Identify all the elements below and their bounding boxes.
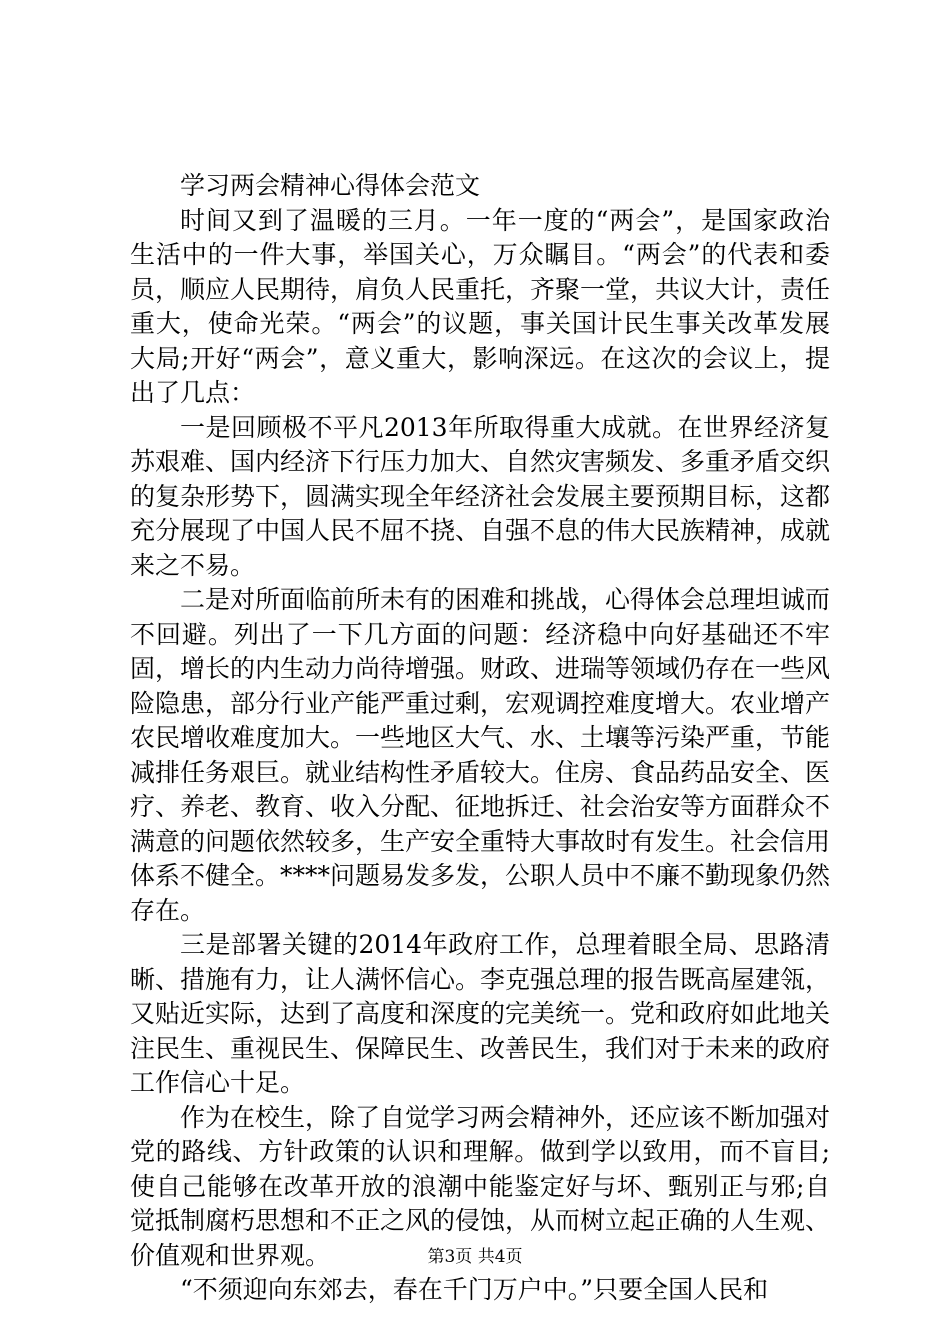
document-body [130, 169, 830, 1308]
paragraph-closing: “不须迎向东郊去，春在千门万户中。”只要全国人民和 [180, 1275, 769, 1304]
paragraph-point-three: 三是部署关键的2014年政府工作，总理着眼全局、思路清晰、措施有力，让人满怀信心。李克强总理的报告既高屋建瓴，又贴近实际，达到了高度和深度的完美统一。党和政府如此地关注民生、重视民生、保障民生、改善民生，我们对于未来的政府工作信心十足。 [130, 930, 831, 1097]
paragraph-point-two: 二是对所面临前所未有的困难和挑战，心得体会总理坦诚而不回避。列出了一下几方面的问题：经济稳中向好基础还不牢固，增长的内生动力尚待增强。财政、进瑞等领域仍存在一些风险隐患，部分行业产能严重过剩，宏观调控难度增大。农业增产农民增收难度加大。一些地区大气、水、土壤等污染严重，节能减排任务艰巨。就业结构性矛盾较大。住房、食品药品安全、医疗、养老、教育、收入分配、征地拆迁、社会治安等方面群众不满意的问题依然较多，生产安全重特大事故时有发生。社会信用体系不健全。****问题易发多发，公职人员中不廉不勤现象仍然存在。 [130, 585, 831, 925]
page-footer [0, 1245, 950, 1269]
paragraph-point-one: 一是回顾极不平凡2013年所取得重大成就。在世界经济复苏艰难、国内经济下行压力加大、自然灾害频发、多重矛盾交织的复杂形势下，圆满实现全年经济社会发展主要预期目标，这都充分展现了中国人民不屈不挠、自强不息的伟大民族精神，成就来之不易。 [130, 412, 831, 580]
document-title: 学习两会精神心得体会范文 [180, 171, 481, 200]
page-number: 第3页 共4页 [427, 1247, 523, 1267]
paragraph-student: 作为在校生，除了自觉学习两会精神外，还应该不断加强对党的路线、方针政策的认识和理解。做到学以致用，而不盲目;使自己能够在改革开放的浪潮中能鉴定好与坏、甄别正与邪;自觉抵制腐朽思想和不正之风的侵蚀，从而树立起正确的人生观、价值观和世界观。 [130, 1102, 831, 1270]
paragraph-intro: 时间又到了温暖的三月。一年一度的“两会”，是国家政治生活中的一件大事，举国关心，万众瞩目。“两会”的代表和委员，顺应人民期待，肩负人民重托，齐聚一堂，共议大计，责任重大，使命光荣。“两会”的议题，事关国计民生事关改革发展大局;开好“两会”，意义重大，影响深远。在这次的会议上，提出了几点： [130, 205, 831, 407]
